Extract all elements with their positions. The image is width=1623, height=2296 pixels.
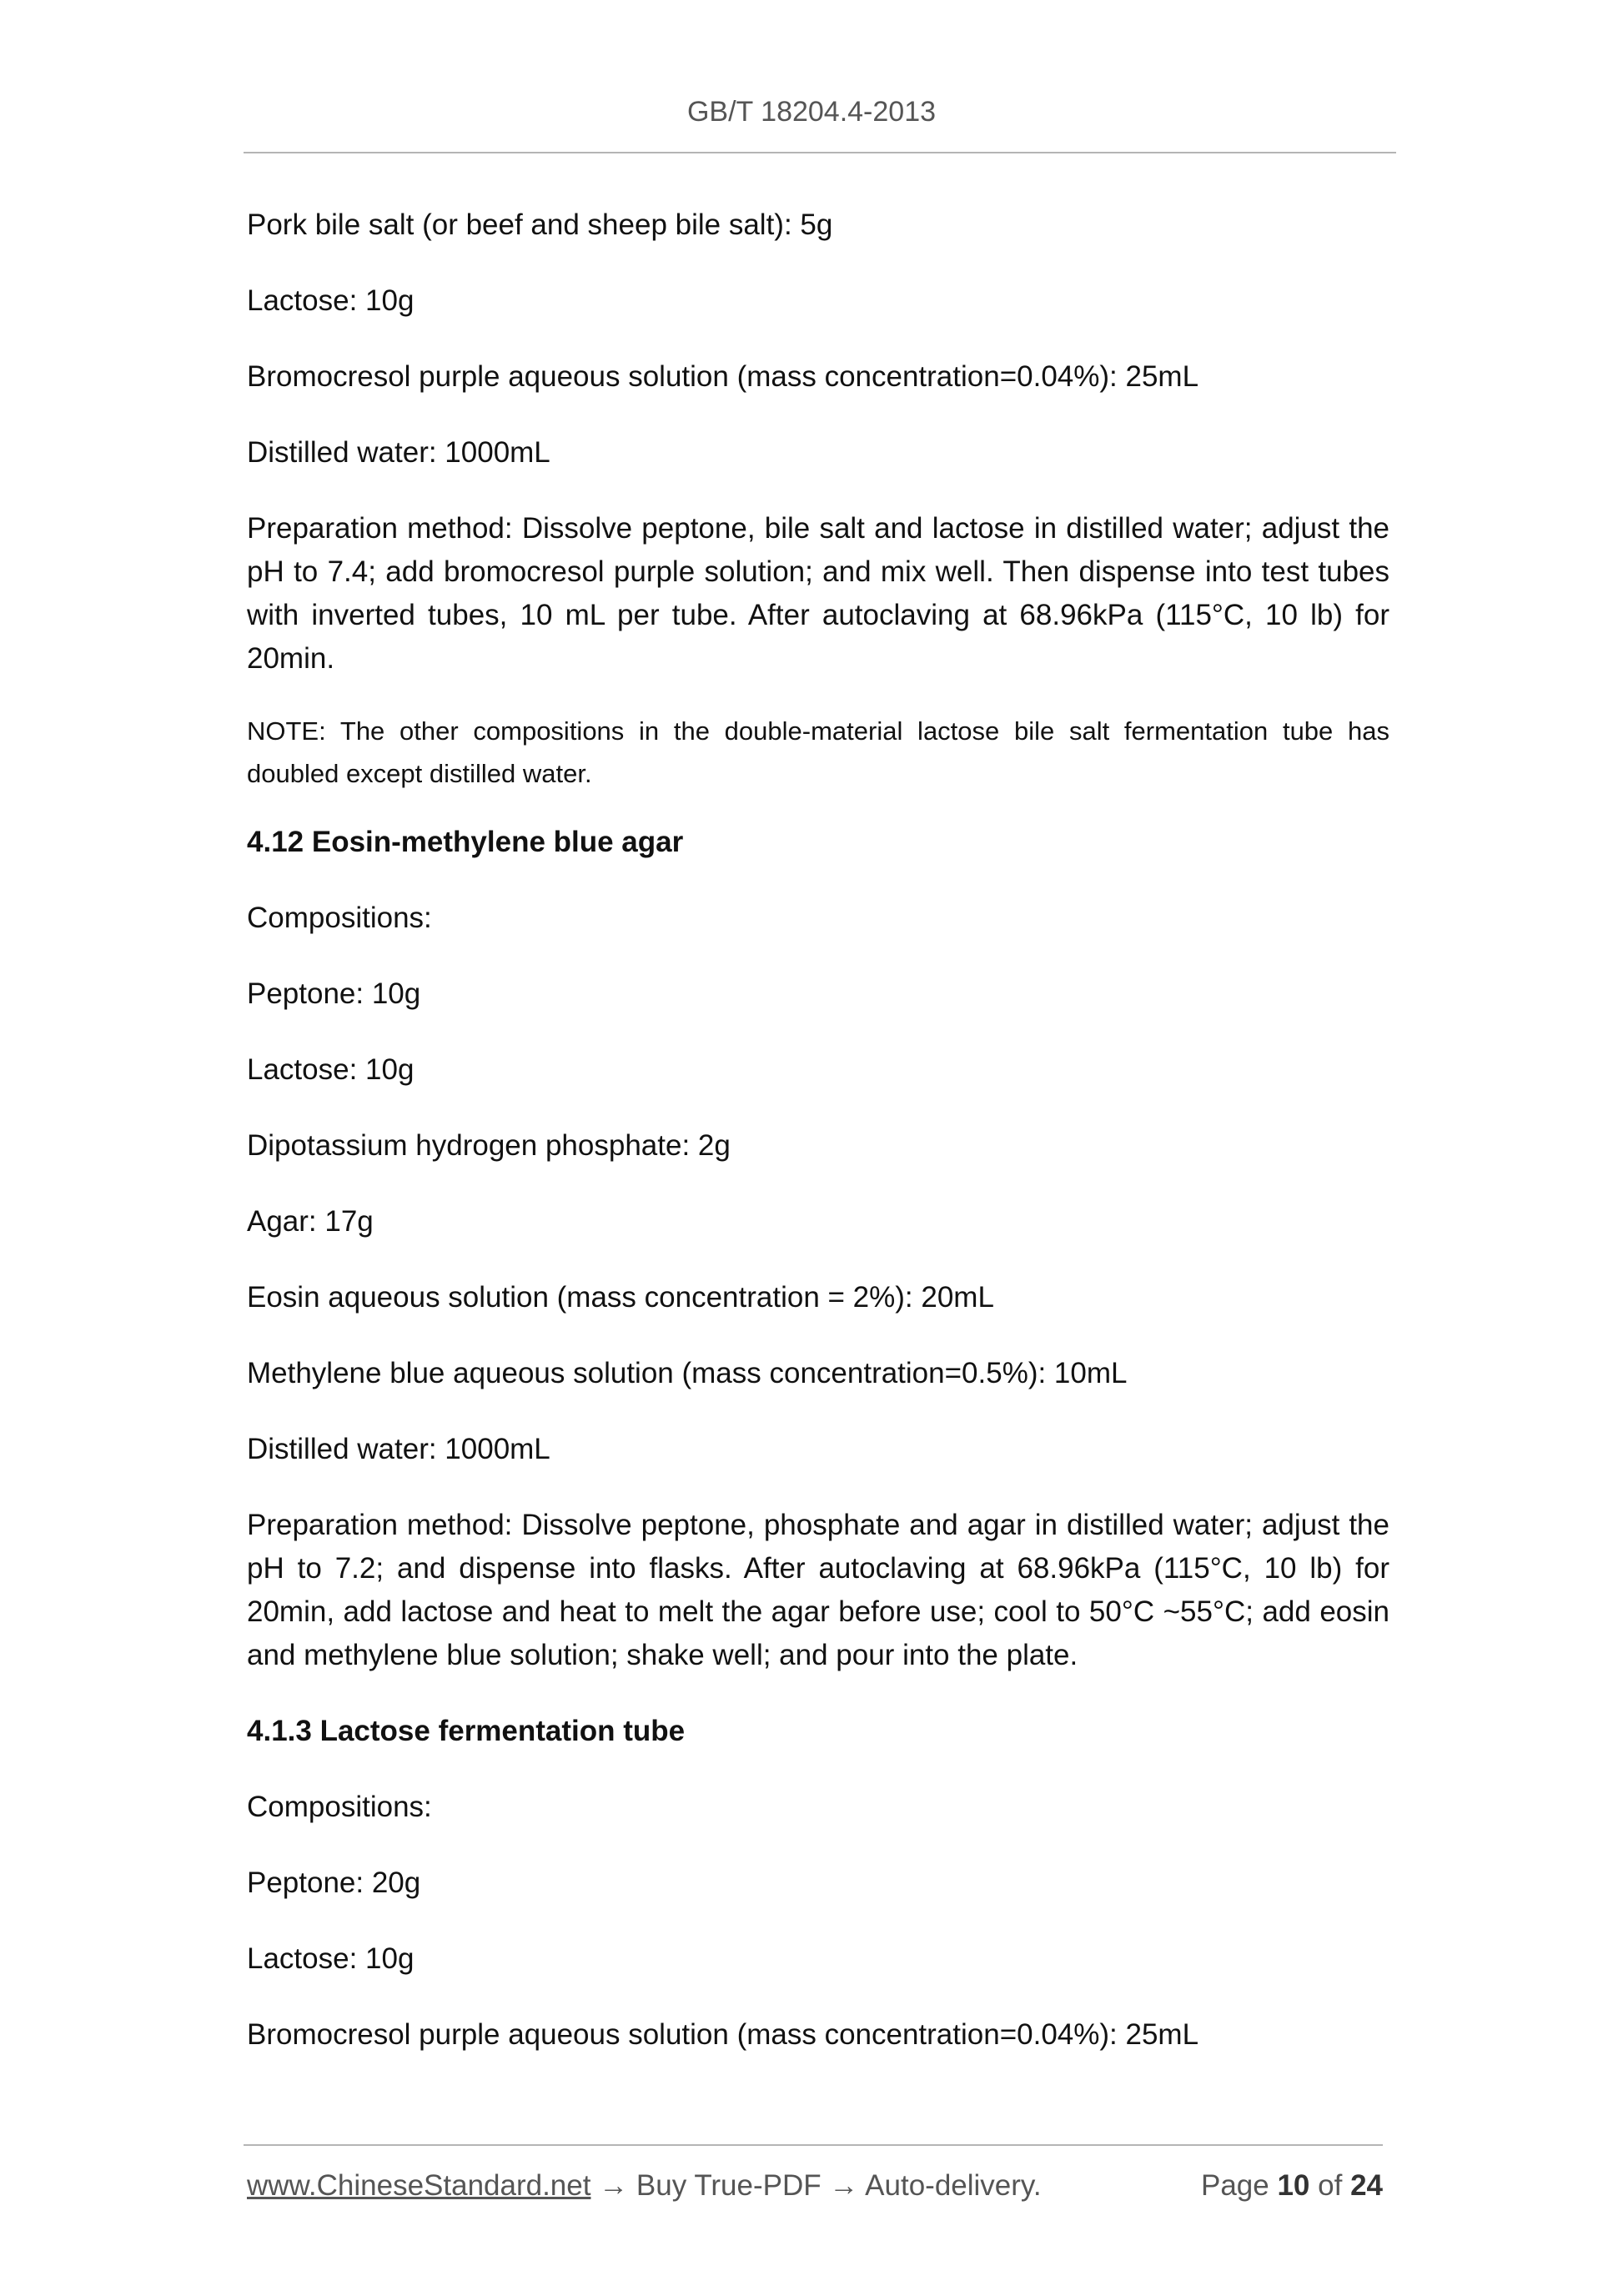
paragraph: Peptone: 20g bbox=[247, 1866, 421, 1899]
page-label: Page bbox=[1200, 2169, 1269, 2202]
document-header-title: GB/T 18204.4-2013 bbox=[686, 96, 937, 128]
preparation-method-paragraph: Preparation method: Dissolve peptone, phosphate and agar in distilled water; adjust the pH to 7.2; and dispense into flasks. After autoclaving at 68.96kPa (115°C, 10 lb) for 20min, add lactose and heat to melt the agar before use; cool to 50°C ~55°C; add eosin and methylene blue solution; shake well; and pour into the plate. bbox=[247, 1509, 1389, 1671]
paragraph: Agar: 17g bbox=[247, 1205, 374, 1238]
paragraph: Lactose: 10g bbox=[247, 1942, 415, 1975]
footer-promo-text: → Buy True-PDF → Auto-delivery. bbox=[590, 2169, 1042, 2202]
of-label: of bbox=[1318, 2169, 1343, 2202]
paragraph: Dipotassium hydrogen phosphate: 2g bbox=[247, 1129, 731, 1162]
website-link[interactable]: www.ChineseStandard.net bbox=[247, 2169, 591, 2202]
paragraph: Distilled water: 1000mL bbox=[247, 1433, 550, 1465]
page-footer bbox=[247, 2165, 1383, 2207]
paragraph: Distilled water: 1000mL bbox=[247, 436, 550, 469]
page-number: 10 bbox=[1277, 2169, 1310, 2202]
paragraph: Peptone: 10g bbox=[247, 977, 421, 1010]
section-heading: 4.1.3 Lactose fermentation tube bbox=[247, 1715, 686, 1747]
preparation-method-paragraph: Preparation method: Dissolve peptone, bile salt and lactose in distilled water; adjust the pH to 7.4; add bromocresol purple solution; and mix well. Then dispense into test tubes with inverted tubes, 10 mL per tube. After autoclaving at 68.96kPa (115°C, 10 lb) for 20min. bbox=[247, 512, 1389, 675]
paragraph: Methylene blue aqueous solution (mass concentration=0.5%): 10mL bbox=[247, 1357, 1128, 1389]
page-counter bbox=[1201, 2165, 1383, 2207]
total-pages: 24 bbox=[1350, 2169, 1383, 2202]
document-body bbox=[247, 203, 1389, 2089]
section-heading: 4.12 Eosin-methylene blue agar bbox=[247, 826, 684, 858]
paragraph: Compositions: bbox=[247, 902, 432, 934]
paragraph: Bromocresol purple aqueous solution (mass concentration=0.04%): 25mL bbox=[247, 2018, 1199, 2051]
paragraph: Eosin aqueous solution (mass concentration = 2%): 20mL bbox=[247, 1281, 994, 1314]
paragraph: Lactose: 10g bbox=[247, 1053, 415, 1086]
footer-divider bbox=[244, 2144, 1383, 2146]
paragraph: Pork bile salt (or beef and sheep bile salt): 5g bbox=[247, 208, 833, 241]
paragraph: Compositions: bbox=[247, 1791, 432, 1823]
note-paragraph: NOTE: The other compositions in the double-material lactose bile salt fermentation tube has doubled except distilled water. bbox=[247, 716, 1389, 788]
footer-promo bbox=[247, 2165, 1042, 2207]
paragraph: Bromocresol purple aqueous solution (mass concentration=0.04%): 25mL bbox=[247, 360, 1199, 393]
header-divider bbox=[244, 152, 1396, 153]
paragraph: Lactose: 10g bbox=[247, 284, 415, 317]
